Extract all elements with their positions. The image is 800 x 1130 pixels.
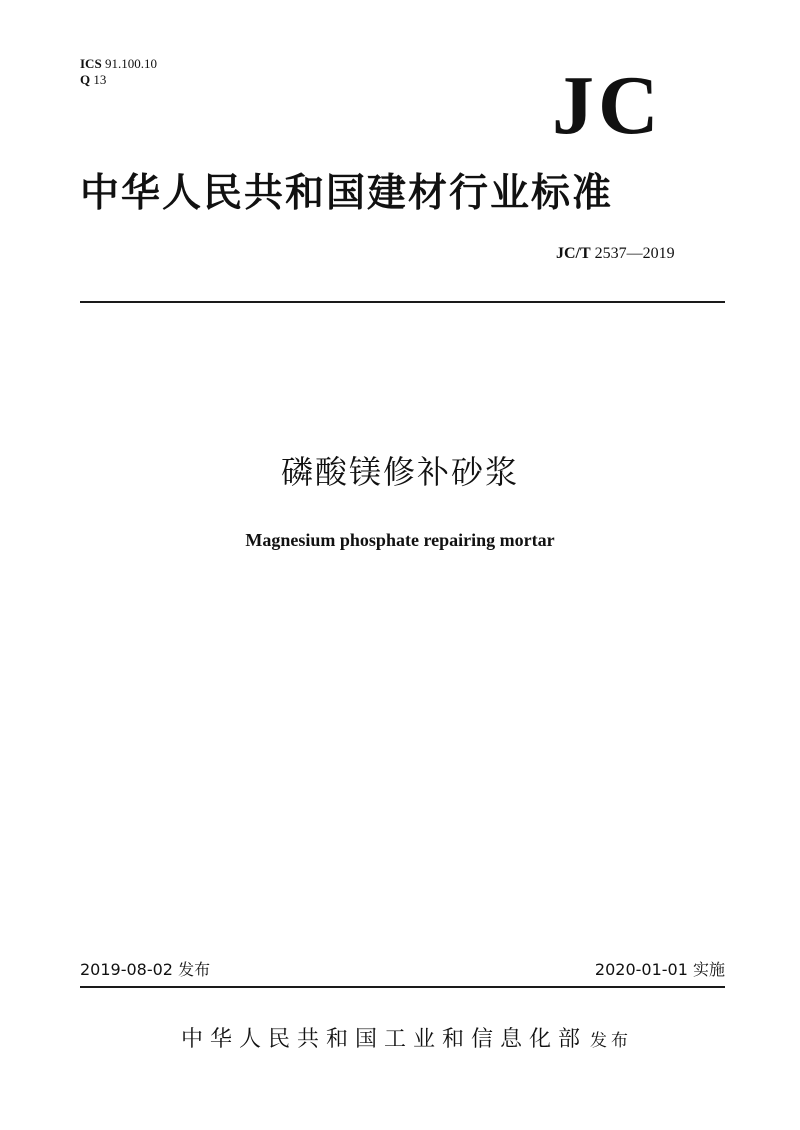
ccs-line <box>80 72 157 88</box>
implementation-date: 2020-01-01 实施 <box>594 960 725 979</box>
ccs-value: 13 <box>93 72 107 87</box>
classification-codes <box>80 56 157 88</box>
top-divider <box>80 301 725 303</box>
ccs-label: Q <box>80 72 91 87</box>
ics-line <box>80 56 157 72</box>
standard-number <box>556 244 675 264</box>
ics-label: ICS <box>80 56 102 71</box>
issuing-authority: 中华人民共和国工业和信息化部 <box>181 1027 588 1052</box>
document-title-chinese: 磷酸镁修补砂浆 <box>280 453 519 491</box>
document-title-english: Magnesium phosphate repairing mortar <box>245 530 555 550</box>
standard-category-title: 中华人民共和国建材行业标准 <box>80 170 614 216</box>
ics-value: 91.100.10 <box>104 56 157 71</box>
jc-logo: JC <box>552 59 663 152</box>
standard-number-prefix: JC/T <box>556 245 591 262</box>
standard-number-value: 2537—2019 <box>594 245 675 262</box>
issuing-action: 发布 <box>590 1031 632 1051</box>
issue-date: 2019-08-02 发布 <box>80 960 211 979</box>
bottom-divider <box>80 986 725 988</box>
